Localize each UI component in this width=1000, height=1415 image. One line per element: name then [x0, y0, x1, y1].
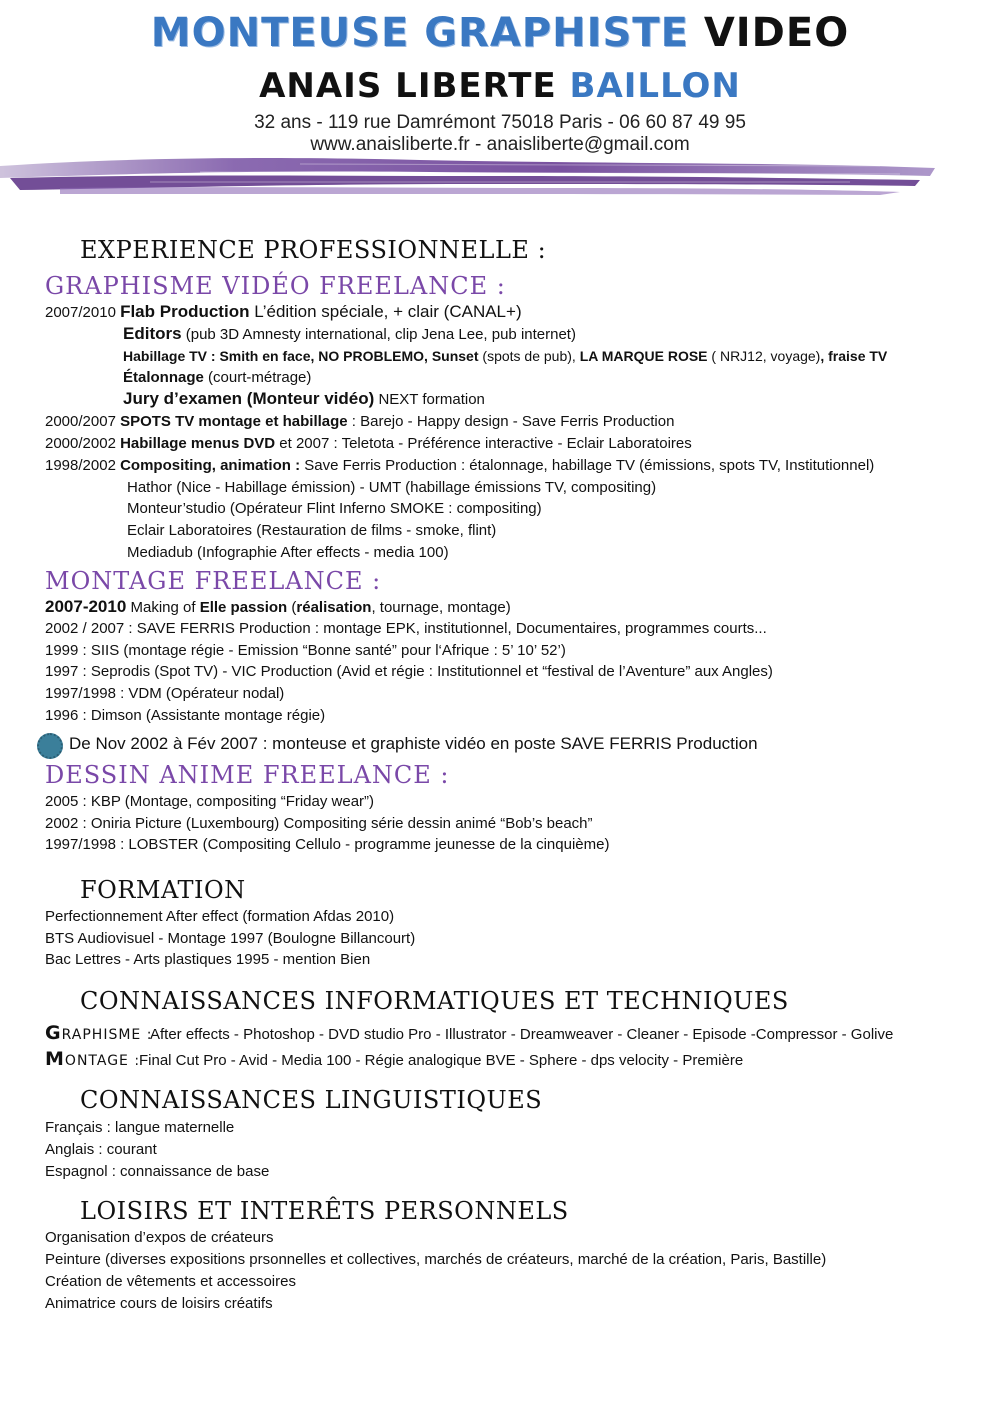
graphisme-line-8: 1998/2002 Compositing, animation : Save Ferris Production : étalonnage, habillage TV (émissions, spots TV, Institutionnel): [45, 457, 875, 474]
graphisme-line-4: Étalonnage (court-métrage): [123, 369, 312, 386]
montage-line-1: 2007-2010 Making of Elle passion (réalisation, tournage, montage): [45, 597, 511, 616]
montage-highlight: De Nov 2002 à Fév 2007 : monteuse et graphiste vidéo en poste SAVE FERRIS Production: [69, 734, 758, 753]
langues-heading: CONNAISSANCES LINGUISTIQUES: [80, 1086, 543, 1114]
montage-line-2: 2002 / 2007 : SAVE FERRIS Production : montage EPK, institutionnel, Documentaires, programmes courts...: [45, 620, 767, 637]
montage-heading: MONTAGE FREELANCE :: [45, 567, 382, 595]
loisirs-line-4: Animatrice cours de loisirs créatifs: [45, 1295, 273, 1312]
montage-line-3: 1999 : SIIS (montage régie - Emission “Bonne santé” pour l‘Afrique : 5’ 10’ 52’): [45, 642, 566, 659]
loisirs-line-2: Peinture (diverses expositions prsonnelles et collectives, marchés de créateurs, marché de la création, Paris, Bastille): [45, 1251, 827, 1268]
contact-line-1: 32 ans - 119 rue Damrémont 75018 Paris - 06 60 87 49 95: [254, 112, 746, 133]
name-part2: BAILLON: [569, 66, 741, 106]
bullet-dot-icon: [37, 733, 63, 759]
formation-line-1: Perfectionnement After effect (formation Afdas 2010): [45, 908, 395, 925]
name-part1: ANAIS LIBERTE: [259, 66, 557, 106]
graphisme-line-2: Editors (pub 3D Amnesty international, clip Jena Lee, pub internet): [123, 324, 576, 343]
graphisme-line-3: Habillage TV : Smith en face, NO PROBLEMO, Sunset (spots de pub), LA MARQUE ROSE ( NRJ12, voyage), fraise TV: [123, 348, 888, 364]
experience-heading: EXPERIENCE PROFESSIONNELLE :: [80, 236, 547, 264]
dessin-line-1: 2005 : KBP (Montage, compositing “Friday wear”): [45, 793, 375, 810]
graphisme-skills: After effects - Photoshop - DVD studio Pro - Illustrator - Dreamweaver - Cleaner - Episode -Compressor - Golive: [150, 1026, 894, 1043]
loisirs-line-3: Création de vêtements et accessoires: [45, 1273, 296, 1290]
job-title-part2: VIDEO: [703, 10, 850, 56]
graphisme-line-5: Jury d’examen (Monteur vidéo) NEXT formation: [123, 389, 485, 408]
job-title-part1: MONTEUSE GRAPHISTE: [150, 10, 689, 56]
formation-line-3: Bac Lettres - Arts plastiques 1995 - mention Bien: [45, 951, 371, 968]
graphisme-skills-label: GRAPHISME :: [45, 1022, 153, 1044]
loisirs-line-1: Organisation d’expos de créateurs: [45, 1229, 274, 1246]
graphisme-line-10: Monteur’studio (Opérateur Flint Inferno SMOKE : compositing): [127, 500, 542, 517]
langue-line-2: Anglais : courant: [45, 1141, 157, 1158]
dessin-heading: DESSIN ANIME FREELANCE :: [45, 761, 450, 789]
montage-skills-label: MONTAGE :: [45, 1048, 141, 1070]
graphisme-line-7: 2000/2002 Habillage menus DVD et 2007 : Teletota - Préférence interactive - Eclair Laboratoires: [45, 435, 692, 452]
graphisme-line-12: Mediadub (Infographie After effects - media 100): [127, 544, 449, 561]
brush-stroke: [0, 152, 935, 196]
person-name: [0, 64, 1000, 108]
dessin-line-2: 2002 : Oniria Picture (Luxembourg) Compositing série dessin animé “Bob’s beach”: [45, 815, 593, 832]
contact-line-2: www.anaisliberte.fr - anaisliberte@gmail.com: [310, 134, 690, 155]
montage-skills: Final Cut Pro - Avid - Media 100 - Régie analogique BVE - Sphere - dps velocity - Première: [139, 1052, 744, 1069]
langue-line-1: Français : langue maternelle: [45, 1119, 235, 1136]
montage-line-6: 1996 : Dimson (Assistante montage régie): [45, 707, 326, 724]
montage-line-5: 1997/1998 : VDM (Opérateur nodal): [45, 685, 285, 702]
graphisme-line-9: Hathor (Nice - Habillage émission) - UMT (habillage émissions TV, compositing): [127, 479, 657, 496]
formation-line-2: BTS Audiovisuel - Montage 1997 (Boulogne Billancourt): [45, 930, 416, 947]
graphisme-heading: GRAPHISME VIDÉO FREELANCE :: [45, 272, 506, 300]
job-title: [0, 8, 1000, 58]
dessin-line-3: 1997/1998 : LOBSTER (Compositing Cellulo - programme jeunesse de la cinquième): [45, 836, 610, 853]
loisirs-heading: LOISIRS ET INTERÊTS PERSONNELS: [80, 1197, 569, 1225]
graphisme-line-11: Eclair Laboratoires (Restauration de films - smoke, flint): [127, 522, 497, 539]
graphisme-line-6: 2000/2007 SPOTS TV montage et habillage : Barejo - Happy design - Save Ferris Production: [45, 413, 675, 430]
langue-line-3: Espagnol : connaissance de base: [45, 1163, 270, 1180]
montage-line-4: 1997 : Seprodis (Spot TV) - VIC Production (Avid et régie : Institutionnel et “festival de l’Aventure” aux Angles): [45, 663, 773, 680]
informatique-heading: CONNAISSANCES INFORMATIQUES ET TECHNIQUES: [80, 987, 789, 1015]
graphisme-line-1: 2007/2010 Flab Production L’édition spéciale, + clair (CANAL+): [45, 302, 522, 321]
formation-heading: FORMATION: [80, 876, 246, 904]
